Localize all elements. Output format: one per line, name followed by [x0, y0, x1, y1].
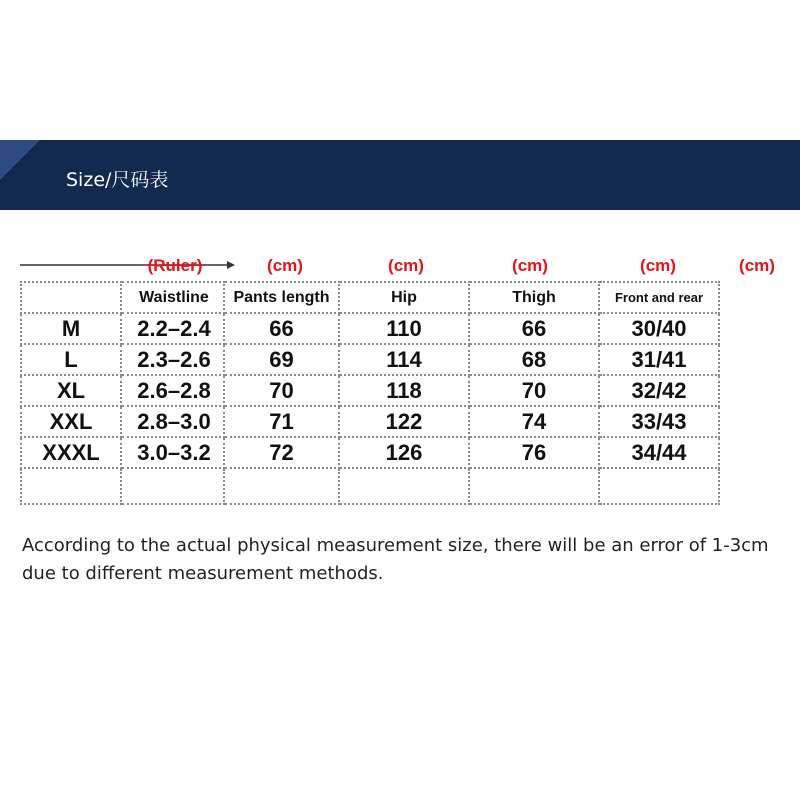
pants-length-cell: 66 — [224, 313, 339, 344]
empty-cell — [599, 468, 719, 504]
front-and-rear-cell: 33/43 — [599, 406, 719, 437]
size-cell: L — [21, 344, 121, 375]
header-cell-size — [21, 282, 121, 313]
size-cell: XXXL — [21, 437, 121, 468]
hip-cell: 118 — [339, 375, 469, 406]
header-cell-waistline: Waistline — [121, 282, 224, 313]
unit-pants-length: (cm) — [267, 256, 303, 275]
size-cell: XXL — [21, 406, 121, 437]
table-row-empty — [21, 468, 719, 504]
unit-front-and-rear: (cm) — [640, 256, 676, 275]
thigh-cell: 66 — [469, 313, 599, 344]
thigh-cell: 74 — [469, 406, 599, 437]
table-row — [21, 313, 719, 344]
waistline-cell: 2.8–3.0 — [121, 406, 224, 437]
pants-length-cell: 70 — [224, 375, 339, 406]
pants-length-cell: 69 — [224, 344, 339, 375]
banner-title: Size/尺码表 — [66, 169, 169, 191]
empty-cell — [21, 468, 121, 504]
front-and-rear-cell: 34/44 — [599, 437, 719, 468]
unit-thigh: (cm) — [512, 256, 548, 275]
empty-cell — [121, 468, 224, 504]
pants-length-cell: 71 — [224, 406, 339, 437]
hip-cell: 110 — [339, 313, 469, 344]
waistline-cell: 2.2–2.4 — [121, 313, 224, 344]
table-header-row — [21, 282, 719, 313]
thigh-cell: 68 — [469, 344, 599, 375]
size-cell: XL — [21, 375, 121, 406]
unit-ruler: (Ruler) — [147, 256, 203, 275]
pants-length-cell: 72 — [224, 437, 339, 468]
waistline-cell: 3.0–3.2 — [121, 437, 224, 468]
front-and-rear-cell: 32/42 — [599, 375, 719, 406]
header-cell-pants-length: Pants length — [224, 282, 339, 313]
hip-cell: 126 — [339, 437, 469, 468]
size-table — [20, 281, 720, 505]
unit-row — [0, 256, 800, 280]
hip-cell: 122 — [339, 406, 469, 437]
waistline-cell: 2.3–2.6 — [121, 344, 224, 375]
unit-hip: (cm) — [388, 256, 424, 275]
table-row — [21, 375, 719, 406]
thigh-cell: 70 — [469, 375, 599, 406]
hip-cell: 114 — [339, 344, 469, 375]
banner-corner-accent — [0, 140, 40, 180]
table-row — [21, 437, 719, 468]
header-cell-thigh: Thigh — [469, 282, 599, 313]
table-row — [21, 406, 719, 437]
thigh-cell: 76 — [469, 437, 599, 468]
empty-cell — [469, 468, 599, 504]
unit-foot: (cm) — [739, 256, 775, 275]
table-row — [21, 344, 719, 375]
measurement-note: According to the actual physical measurement size, there will be an error of 1-3cm due to different measurement methods. — [22, 535, 769, 584]
empty-cell — [339, 468, 469, 504]
size-cell: M — [21, 313, 121, 344]
front-and-rear-cell: 30/40 — [599, 313, 719, 344]
empty-cell — [224, 468, 339, 504]
waistline-cell: 2.6–2.8 — [121, 375, 224, 406]
header-cell-front-and-rear: Front and rear — [599, 282, 719, 313]
front-and-rear-cell: 31/41 — [599, 344, 719, 375]
size-chart-banner — [0, 140, 800, 210]
header-cell-hip: Hip — [339, 282, 469, 313]
